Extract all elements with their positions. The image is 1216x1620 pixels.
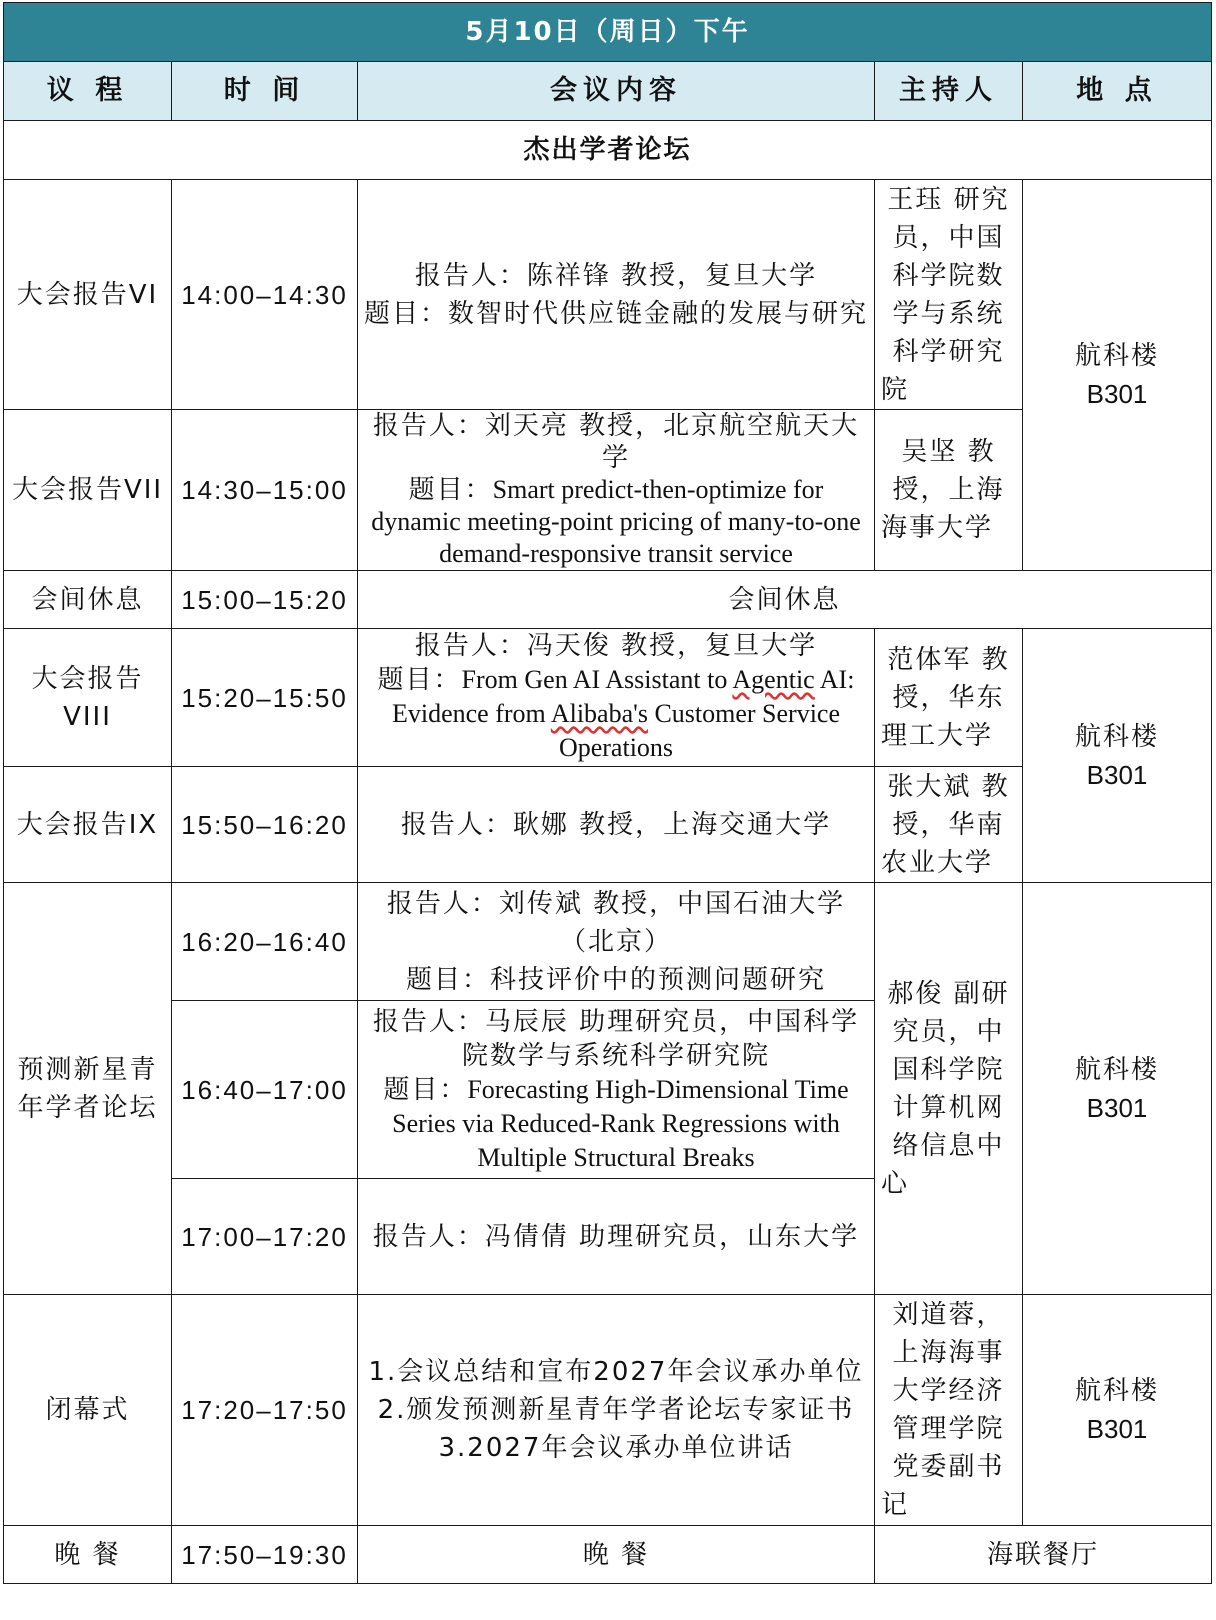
topic-part: From Gen AI Assistant to xyxy=(461,665,733,694)
venue-line1: 航科楼 xyxy=(1075,721,1160,752)
topic-prefix: 题目： xyxy=(408,475,493,505)
header-host: 主持人 xyxy=(875,62,1023,121)
topic-text: Forecasting High-Dimensional Time Series via Reduced-Rank Regressions with Multiple Structural Breaks xyxy=(392,1074,849,1172)
table-row xyxy=(4,1526,1212,1584)
time-cell: 14:30–15:00 xyxy=(172,410,358,571)
venue-line1: 航科楼 xyxy=(1075,341,1160,371)
agenda-cell: 会间休息 xyxy=(4,571,172,629)
header-agenda: 议 程 xyxy=(4,62,172,121)
closing-item: 3.2027年会议承办单位讲话 xyxy=(438,1433,794,1463)
venue-line1: 航科楼 xyxy=(1075,1376,1160,1406)
host-cell: 郝俊 副研究员，中国科学院计算机网络信息中心 xyxy=(875,883,1023,1295)
agenda-cell: 大会报告VI xyxy=(4,180,172,410)
agenda-table xyxy=(3,2,1212,1584)
topic-part: Alibaba's xyxy=(550,699,648,728)
time-cell: 15:50–16:20 xyxy=(172,767,358,883)
topic-prefix: 题目： xyxy=(383,1074,468,1105)
time-cell: 16:20–16:40 xyxy=(172,883,358,1001)
host-cell: 王珏 研究员，中国科学院数学与系统科学研究院 xyxy=(875,180,1023,410)
host-cell: 张大斌 教授，华南农业大学 xyxy=(875,767,1023,883)
topic-text: 题目：科技评价中的预测问题研究 xyxy=(405,964,826,995)
table-row xyxy=(4,571,1212,629)
content-cell: 报告人：冯倩倩 助理研究员，山东大学 xyxy=(358,1179,875,1295)
topic-text: 题目：数智时代供应链金融的发展与研究 xyxy=(364,298,869,329)
header-content: 会议内容 xyxy=(358,62,875,121)
time-cell: 17:20–17:50 xyxy=(172,1295,358,1526)
table-row xyxy=(4,883,1212,1001)
content-cell xyxy=(358,883,875,1001)
content-cell: 晚 餐 xyxy=(358,1526,875,1584)
host-cell: 范体军 教授，华东理工大学 xyxy=(875,629,1023,767)
venue-cell: 海联餐厅 xyxy=(875,1526,1212,1584)
agenda-cell: 大会报告VII xyxy=(4,410,172,571)
section-title: 杰出学者论坛 xyxy=(4,121,1212,180)
header-time: 时 间 xyxy=(172,62,358,121)
table-row xyxy=(4,629,1212,767)
host-cell: 刘道蓉，上海海事大学经济管理学院党委副书记 xyxy=(875,1295,1023,1526)
topic-part: Customer Service Operations xyxy=(558,699,841,762)
venue-cell xyxy=(1023,180,1212,571)
agenda-cell: 大会报告VIII xyxy=(4,629,172,767)
agenda-cell: 大会报告IX xyxy=(4,767,172,883)
time-cell: 17:00–17:20 xyxy=(172,1179,358,1295)
venue-line2: B301 xyxy=(1086,1092,1148,1123)
venue-cell xyxy=(1023,1295,1212,1526)
speaker-text: 报告人：冯天俊 教授，复旦大学 xyxy=(414,631,818,661)
content-cell xyxy=(358,1295,875,1526)
speaker-text: 报告人：刘天亮 教授，北京航空航天大学 xyxy=(372,411,860,473)
agenda-cell: 晚 餐 xyxy=(4,1526,172,1584)
content-cell xyxy=(358,410,875,571)
time-cell: 16:40–17:00 xyxy=(172,1001,358,1179)
speaker-text: 报告人：陈祥锋 教授，复旦大学 xyxy=(414,260,818,291)
time-cell: 15:00–15:20 xyxy=(172,571,358,629)
venue-cell xyxy=(1023,629,1212,883)
topic-part: Agentic xyxy=(732,665,815,694)
venue-line2: B301 xyxy=(1086,1414,1148,1444)
closing-item: 1.会议总结和宣布2027年会议承办单位 xyxy=(368,1357,864,1387)
table-row xyxy=(4,1295,1212,1526)
topic-text: Smart predict-then-optimize for dynamic meeting-point pricing of many-to-one demand-responsive transit service xyxy=(371,475,861,568)
closing-item: 2.颁发预测新星青年学者论坛专家证书 xyxy=(377,1395,855,1425)
agenda-cell: 预测新星青年学者论坛 xyxy=(4,883,172,1295)
venue-cell xyxy=(1023,883,1212,1295)
time-cell: 17:50–19:30 xyxy=(172,1526,358,1584)
topic-part: AI: Evidence from xyxy=(391,665,855,728)
content-cell: 报告人：耿娜 教授，上海交通大学 xyxy=(358,767,875,883)
content-cell: 会间休息 xyxy=(358,571,1212,629)
venue-line2: B301 xyxy=(1086,379,1148,409)
speaker-text: 报告人：刘传斌 教授，中国石油大学（北京） xyxy=(386,888,846,957)
content-cell xyxy=(358,1001,875,1179)
header-row xyxy=(4,62,1212,121)
host-cell: 吴坚 教授，上海海事大学 xyxy=(875,410,1023,571)
time-cell: 15:20–15:50 xyxy=(172,629,358,767)
speaker-text: 报告人：马辰辰 助理研究员，中国科学院数学与系统科学研究院 xyxy=(372,1006,860,1071)
table-row xyxy=(4,180,1212,410)
content-cell xyxy=(358,629,875,767)
content-cell xyxy=(358,180,875,410)
topic-prefix: 题目： xyxy=(377,665,462,695)
agenda-cell: 闭幕式 xyxy=(4,1295,172,1526)
header-venue: 地 点 xyxy=(1023,62,1212,121)
venue-line1: 航科楼 xyxy=(1075,1054,1160,1085)
time-cell: 14:00–14:30 xyxy=(172,180,358,410)
table-title: 5月10日（周日）下午 xyxy=(4,3,1212,62)
venue-line2: B301 xyxy=(1086,759,1148,790)
